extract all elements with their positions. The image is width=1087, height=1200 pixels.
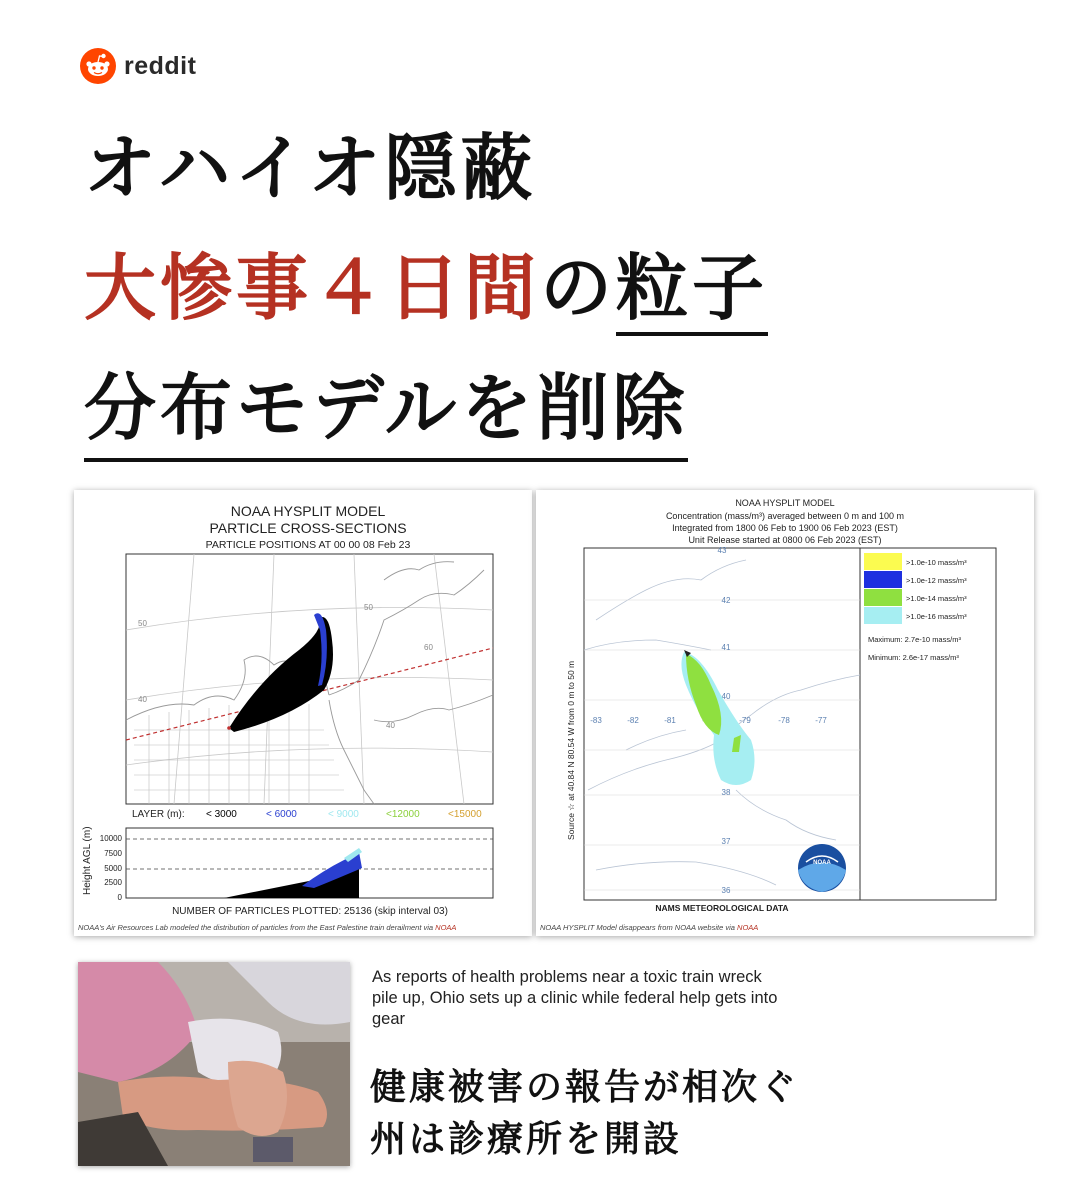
left-lat-label: 40 bbox=[138, 695, 147, 704]
layer-legend-item: < 9000 bbox=[328, 809, 359, 820]
legend-label: >1.0e-16 mass/m³ bbox=[906, 612, 967, 621]
layer-legend-item: < 6000 bbox=[266, 809, 297, 820]
concentration-map-figure bbox=[536, 490, 1034, 936]
news-japanese-text bbox=[370, 1062, 799, 1166]
layer-legend-item: < 3000 bbox=[206, 809, 237, 820]
noaa-logo-text: NOAA bbox=[813, 860, 831, 866]
headline-red-text: 大惨事４日間 bbox=[84, 246, 541, 330]
headline-underlined-particles: 粒子 bbox=[616, 246, 768, 336]
headline-line-3 bbox=[84, 358, 688, 462]
layer-label: LAYER (m): bbox=[132, 809, 185, 820]
right-lon-label: -79 bbox=[739, 716, 751, 725]
right-line-1: Concentration (mass/m³) averaged between 0 m and 100 m bbox=[665, 511, 905, 521]
left-time: PARTICLE POSITIONS AT 00 00 08 Feb 23 bbox=[205, 539, 411, 551]
news-jp-line-2: 州は診療所を開設 bbox=[370, 1119, 683, 1160]
right-caption-text: NOAA HYSPLIT Model disappears from NOAA website via bbox=[540, 923, 738, 932]
left-lat-label: 60 bbox=[424, 643, 433, 652]
particle-map-graphic bbox=[74, 490, 532, 936]
brand bbox=[80, 48, 196, 84]
left-source-point bbox=[227, 726, 231, 730]
headline-underlined-model: 分布モデルを削除 bbox=[84, 360, 688, 462]
hands-rash-photo bbox=[78, 962, 350, 1166]
right-lon-label: -78 bbox=[778, 716, 790, 725]
right-caption-link[interactable]: NOAA bbox=[737, 923, 759, 932]
legend-label: >1.0e-10 mass/m³ bbox=[906, 558, 967, 567]
left-footer: NUMBER OF PARTICLES PLOTTED: 25136 (skip interval 03) bbox=[172, 906, 448, 917]
right-lat-label: 43 bbox=[717, 546, 727, 555]
legend-minimum: Minimum: 2.6e-17 mass/m³ bbox=[868, 653, 959, 662]
right-lat-label: 37 bbox=[721, 837, 731, 846]
left-lat-label: 50 bbox=[138, 619, 147, 628]
right-lon-label: -82 bbox=[627, 716, 639, 725]
legend-label: >1.0e-12 mass/m³ bbox=[906, 576, 967, 585]
source-label: Source ☆ at 40.84 N 80.54 W from 0 m to 50 m bbox=[566, 660, 576, 840]
height-tick: 0 bbox=[117, 893, 122, 902]
particle-cross-section-figure bbox=[74, 490, 532, 936]
left-title: NOAA HYSPLIT MODEL bbox=[230, 503, 386, 519]
legend-swatch bbox=[864, 553, 902, 570]
news-photo bbox=[78, 962, 350, 1166]
news-english-text: As reports of health problems near a toxic train wreck pile up, Ohio sets up a clinic while federal help gets into gear bbox=[372, 968, 778, 1028]
height-axis-label: Height AGL (m) bbox=[82, 826, 93, 895]
right-lon-label: -77 bbox=[815, 716, 827, 725]
left-caption-text: NOAA's Air Resources Lab modeled the distribution of particles from the East Palestine train derailment via bbox=[78, 923, 436, 932]
left-subtitle: PARTICLE CROSS-SECTIONS bbox=[209, 520, 407, 536]
brand-name: reddit bbox=[124, 51, 197, 80]
right-lat-label: 38 bbox=[721, 788, 731, 797]
right-lon-label: -83 bbox=[590, 716, 602, 725]
right-lat-label: 41 bbox=[721, 643, 731, 652]
news-jp-line-1: 健康被害の報告が相次ぐ bbox=[370, 1067, 800, 1108]
left-lat-label: 40 bbox=[386, 721, 395, 730]
headline-particle-no: の bbox=[540, 246, 617, 330]
legend-swatch bbox=[864, 607, 902, 624]
right-caption bbox=[540, 923, 758, 932]
legend-label: >1.0e-14 mass/m³ bbox=[906, 594, 967, 603]
left-lat-label: 50 bbox=[364, 603, 373, 612]
right-lat-label: 42 bbox=[721, 596, 731, 605]
noaa-logo-icon bbox=[798, 844, 846, 892]
right-lon-label: -81 bbox=[664, 716, 676, 725]
height-tick: 5000 bbox=[104, 864, 122, 873]
height-tick: 7500 bbox=[104, 849, 122, 858]
right-lat-label: 40 bbox=[721, 692, 731, 701]
headline-line-2 bbox=[84, 238, 768, 338]
right-title: NOAA HYSPLIT MODEL bbox=[735, 498, 835, 508]
right-line-3: Unit Release started at 0800 06 Feb 2023 (EST) bbox=[688, 535, 882, 545]
layer-legend-item: <12000 bbox=[386, 809, 420, 820]
height-tick: 10000 bbox=[99, 834, 122, 843]
legend-swatch bbox=[864, 589, 902, 606]
headline-line-1: オハイオ隠蔽 bbox=[84, 126, 537, 210]
legend-swatch bbox=[864, 571, 902, 588]
reddit-snoo-icon bbox=[80, 48, 116, 84]
right-footer: NAMS METEOROLOGICAL DATA bbox=[655, 903, 789, 913]
right-line-2: Integrated from 1800 06 Feb to 1900 06 Feb 2023 (EST) bbox=[672, 523, 898, 533]
left-caption-link[interactable]: NOAA bbox=[435, 923, 457, 932]
layer-legend-item: <15000 bbox=[448, 809, 482, 820]
left-caption bbox=[78, 923, 456, 932]
legend-maximum: Maximum: 2.7e-10 mass/m³ bbox=[868, 635, 961, 644]
right-lat-label: 36 bbox=[721, 886, 731, 895]
concentration-map-graphic bbox=[536, 490, 1034, 936]
height-tick: 2500 bbox=[104, 878, 122, 887]
